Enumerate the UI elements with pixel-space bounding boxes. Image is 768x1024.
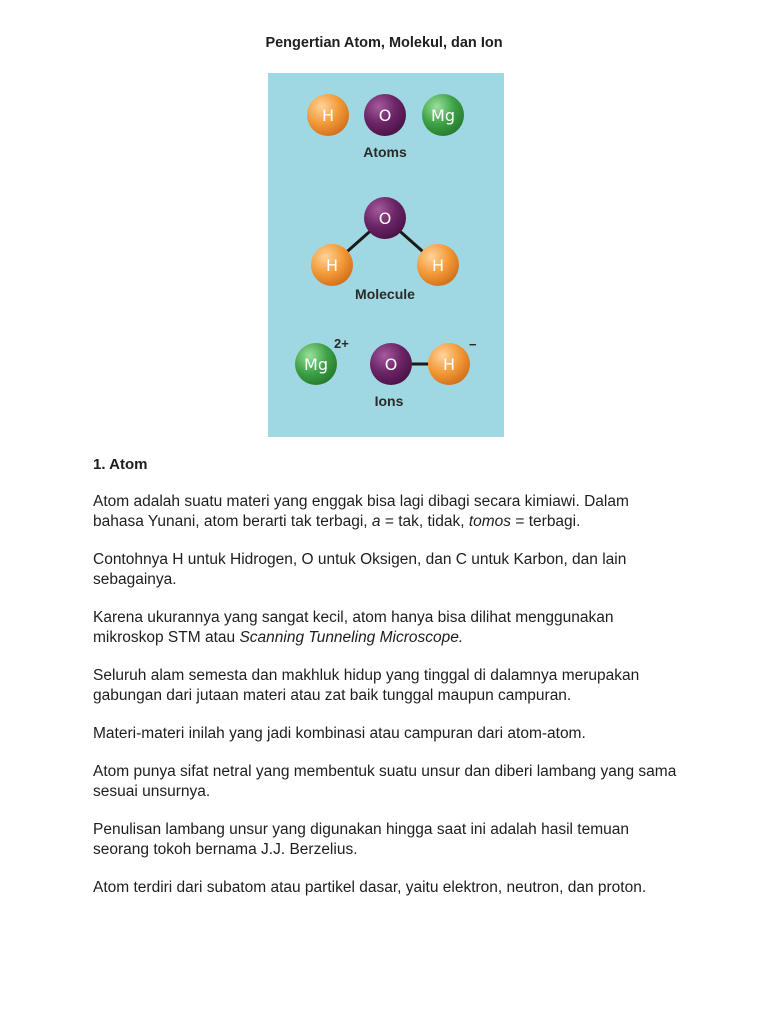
atoms-molecule-ions-figure	[268, 73, 504, 437]
text-span: Atom adalah suatu materi yang enggak bisa lagi dibagi secara kimiawi. Dalam bahasa Yunani, atom berarti tak terbagi,	[93, 493, 629, 530]
text-span: Karena ukurannya yang sangat kecil, atom hanya bisa dilihat menggunakan mikroskop STM atau	[93, 609, 614, 646]
section-heading: 1. Atom	[93, 456, 148, 473]
atom-label-h: H	[321, 106, 335, 125]
atom-label-o: O	[378, 106, 392, 125]
paragraph-definition	[93, 492, 683, 532]
paragraph-microscope	[93, 608, 683, 648]
text-span: = terbagi.	[511, 513, 581, 530]
text-span: = tak, tidak,	[380, 513, 469, 530]
ions-group	[295, 336, 477, 409]
molecule-label-h2: H	[431, 256, 445, 275]
term-stm: Scanning Tunneling Microscope.	[239, 629, 464, 646]
mg-charge-label: 2+	[334, 336, 349, 351]
oh-charge-label: −	[469, 337, 477, 352]
molecule-group	[311, 197, 459, 302]
paragraph-examples: Contohnya H untuk Hidrogen, O untuk Oksigen, dan C untuk Karbon, dan lain sebagainya.	[93, 551, 627, 588]
term-tomos: tomos	[468, 513, 512, 530]
figure-illustration	[268, 73, 504, 437]
atom-label-mg: Mg	[431, 106, 455, 125]
molecule-label-o: O	[378, 209, 392, 228]
article-body	[93, 455, 683, 916]
ions-caption: Ions	[374, 393, 404, 409]
ion-label-mg: Mg	[304, 355, 328, 374]
paragraph-subatomic: Atom terdiri dari subatom atau partikel dasar, yaitu elektron, neutron, dan proton.	[93, 879, 647, 896]
page-title: Pengertian Atom, Molekul, dan Ion	[265, 35, 503, 51]
molecule-label-h1: H	[325, 256, 339, 275]
paragraph-berzelius: Penulisan lambang unsur yang digunakan hingga saat ini adalah hasil temuan seorang tokoh bernama J.J. Berzelius.	[93, 821, 629, 858]
paragraph-universe: Seluruh alam semesta dan makhluk hidup yang tinggal di dalamnya merupakan gabungan dari jutaan materi atau zat baik tunggal maupun campuran.	[93, 667, 640, 704]
molecule-caption: Molecule	[355, 286, 415, 302]
ion-label-o: O	[384, 355, 398, 374]
atoms-group	[307, 94, 464, 160]
atoms-caption: Atoms	[363, 144, 407, 160]
paragraph-neutral: Atom punya sifat netral yang membentuk suatu unsur dan diberi lambang yang sama sesuai unsurnya.	[93, 763, 677, 800]
term-a: a	[371, 513, 381, 530]
paragraph-combination: Materi-materi inilah yang jadi kombinasi atau campuran dari atom-atom.	[93, 725, 586, 742]
ion-label-h: H	[442, 355, 456, 374]
